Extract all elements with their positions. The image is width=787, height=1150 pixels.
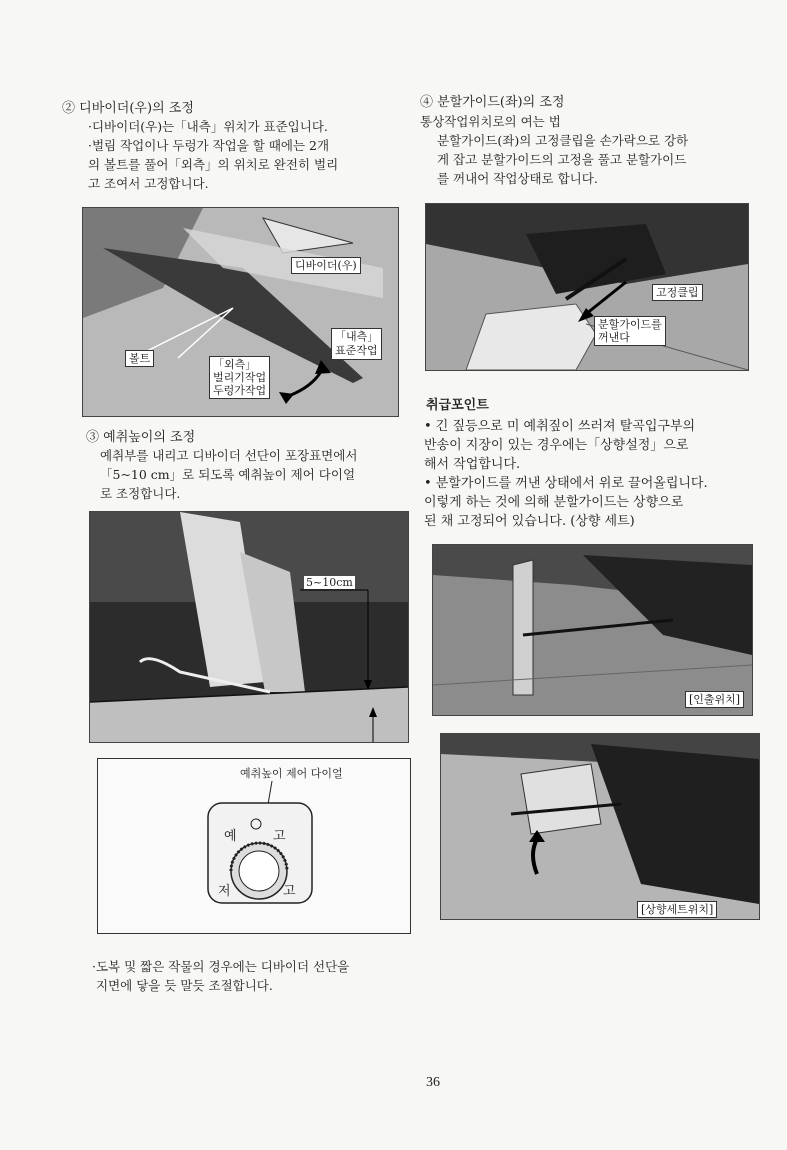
body-line: 로 조정합니다.: [100, 486, 181, 501]
bullet-line: 된 채 고정되어 있습니다. (상향 세트): [424, 514, 635, 529]
bullet-line: 해서 작업합니다.: [424, 457, 521, 472]
body-line: 「5~10 cm」로 되도록 예취높이 제어 다이얼: [100, 467, 356, 482]
dial-label-go-bottom: 고: [283, 884, 296, 899]
dial-diagram: [97, 758, 411, 934]
label-divider-right: 디바이더(우): [291, 257, 361, 274]
label-height-range: 5~10cm: [306, 576, 353, 589]
dial-drawing: [98, 759, 410, 933]
section-title: ② 디바이더(우)의 조정: [62, 101, 194, 116]
pulled-photo-drawing: [433, 545, 752, 715]
body-line: ·벌림 작업이나 두렁가 작업을 할 때에는 2개: [88, 138, 330, 153]
label-inner-position: 「내측」 표준작업: [331, 328, 382, 360]
dial-label-ye: 예: [224, 829, 237, 844]
caption-pulled-out: [인출위치]: [685, 691, 744, 708]
bullet-line: • 분할가이드를 꺼낸 상태에서 위로 끌어올립니다.: [424, 476, 708, 491]
label-fixing-clip: 고정클립: [652, 284, 703, 301]
body-line: 의 볼트를 풀어「외측」의 위치로 완전히 벌리: [88, 157, 339, 172]
dial-title: 예취높이 제어 다이얼: [240, 767, 343, 780]
photo-divider-adjust: [82, 207, 399, 417]
page-number: 36: [426, 1075, 440, 1090]
caption-upward-set: [상향세트위치]: [637, 901, 717, 918]
note-line: ·도복 및 짧은 작물의 경우에는 디바이더 선단을: [92, 959, 350, 974]
body-line: 게 잡고 분할가이드의 고정을 풀고 분할가이드: [437, 152, 687, 167]
handling-title: 취급포인트: [426, 398, 489, 413]
body-line: 를 꺼내어 작업상태로 합니다.: [437, 171, 598, 186]
body-line: ·디바이더(우)는「내측」위치가 표준입니다.: [88, 119, 328, 134]
dial-label-jeo: 저: [218, 884, 231, 899]
photo-pulled-out-position: [432, 544, 753, 716]
dial-label-go-top: 고: [273, 829, 286, 844]
section-subtitle: 통상작업위치로의 여는 법: [420, 114, 561, 129]
section-title: ③ 예취높이의 조정: [86, 430, 196, 445]
bullet-line: • 긴 짚등으로 미 예취짚이 쓰러져 탈곡입구부의: [424, 419, 696, 434]
note-line: 지면에 닿을 듯 말듯 조절합니다.: [96, 978, 273, 993]
height-photo-drawing: [90, 512, 408, 742]
photo-upward-set-position: [440, 733, 760, 920]
body-line: 예취부를 내리고 디바이더 선단이 포장표면에서: [100, 448, 358, 463]
label-pull-out-guide: 분할가이드를 꺼낸다: [594, 316, 666, 346]
photo-split-guide-clip: [425, 203, 749, 371]
section-title: ④ 분할가이드(좌)의 조정: [420, 95, 565, 110]
body-line: 고 조여서 고정합니다.: [88, 176, 209, 191]
label-outer-position: 「외측」 벌리기작업 두렁가작업: [209, 356, 270, 399]
bullet-line: 이렇게 하는 것에 의해 분할가이드는 상향으로: [424, 495, 684, 510]
body-line: 분할가이드(좌)의 고정클립을 손가락으로 강하: [437, 133, 689, 148]
label-bolt: 볼트: [125, 350, 154, 367]
upward-photo-drawing: [441, 734, 759, 919]
bullet-line: 반송이 지장이 있는 경우에는「상향설정」으로: [424, 438, 689, 453]
photo-cutting-height: [89, 511, 409, 743]
